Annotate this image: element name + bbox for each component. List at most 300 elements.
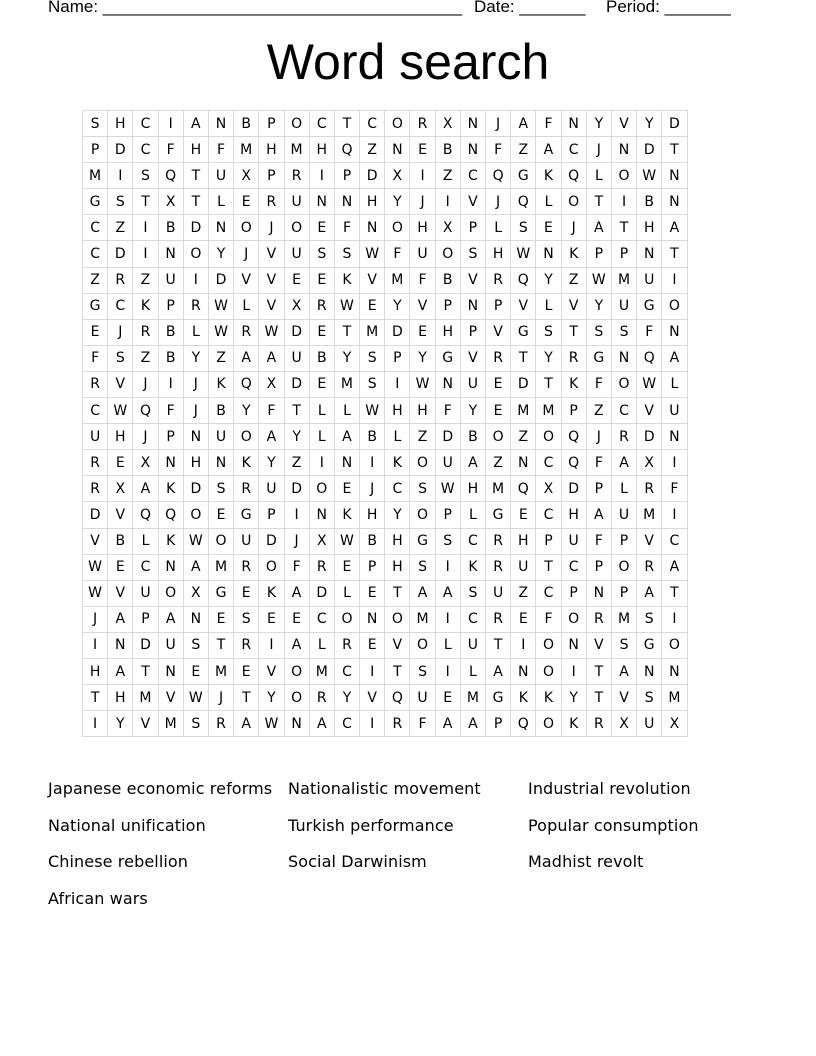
grid-cell[interactable]: Q (486, 163, 511, 189)
grid-cell[interactable]: T (561, 319, 586, 345)
grid-cell[interactable]: P (611, 241, 636, 267)
grid-cell[interactable]: P (435, 502, 460, 528)
grid-cell[interactable]: W (83, 554, 108, 580)
grid-cell[interactable]: O (183, 241, 208, 267)
grid-cell[interactable]: V (611, 685, 636, 711)
grid-cell[interactable]: L (334, 580, 359, 606)
grid-cell[interactable]: L (536, 189, 561, 215)
grid-cell[interactable]: P (259, 111, 284, 137)
grid-cell[interactable]: R (334, 632, 359, 658)
grid-cell[interactable]: N (662, 658, 687, 684)
grid-cell[interactable]: N (662, 319, 687, 345)
grid-cell[interactable]: B (108, 528, 133, 554)
grid-cell[interactable]: K (158, 476, 183, 502)
grid-cell[interactable]: Q (561, 450, 586, 476)
grid-cell[interactable]: V (259, 658, 284, 684)
grid-cell[interactable]: X (385, 163, 410, 189)
grid-cell[interactable]: A (662, 554, 687, 580)
grid-cell[interactable]: M (662, 685, 687, 711)
grid-cell[interactable]: E (360, 580, 385, 606)
grid-cell[interactable]: I (662, 267, 687, 293)
grid-cell[interactable]: R (486, 606, 511, 632)
grid-cell[interactable]: A (284, 580, 309, 606)
grid-cell[interactable]: J (259, 215, 284, 241)
grid-cell[interactable]: C (460, 528, 485, 554)
grid-cell[interactable]: N (460, 137, 485, 163)
grid-cell[interactable]: C (83, 241, 108, 267)
grid-cell[interactable]: F (410, 267, 435, 293)
grid-cell[interactable]: I (511, 632, 536, 658)
grid-cell[interactable]: K (385, 450, 410, 476)
grid-cell[interactable]: G (511, 163, 536, 189)
grid-cell[interactable]: F (385, 241, 410, 267)
grid-cell[interactable]: O (536, 424, 561, 450)
grid-cell[interactable]: L (536, 293, 561, 319)
grid-cell[interactable]: E (234, 580, 259, 606)
grid-cell[interactable]: I (662, 450, 687, 476)
grid-cell[interactable]: A (133, 476, 158, 502)
grid-cell[interactable]: N (561, 111, 586, 137)
grid-cell[interactable]: S (108, 345, 133, 371)
grid-cell[interactable]: E (284, 606, 309, 632)
grid-cell[interactable]: S (637, 606, 662, 632)
grid-cell[interactable]: T (586, 189, 611, 215)
grid-cell[interactable]: U (460, 371, 485, 397)
grid-cell[interactable]: R (259, 189, 284, 215)
grid-cell[interactable]: N (108, 632, 133, 658)
grid-cell[interactable]: H (183, 137, 208, 163)
grid-cell[interactable]: L (133, 528, 158, 554)
grid-cell[interactable]: V (486, 319, 511, 345)
grid-cell[interactable]: H (183, 450, 208, 476)
grid-cell[interactable]: N (511, 450, 536, 476)
grid-cell[interactable]: I (435, 606, 460, 632)
grid-cell[interactable]: H (309, 137, 334, 163)
grid-cell[interactable]: H (561, 502, 586, 528)
grid-cell[interactable]: J (133, 371, 158, 397)
grid-cell[interactable]: M (234, 137, 259, 163)
grid-cell[interactable]: X (108, 476, 133, 502)
grid-cell[interactable]: X (637, 450, 662, 476)
grid-cell[interactable]: Y (284, 424, 309, 450)
grid-cell[interactable]: V (259, 241, 284, 267)
grid-cell[interactable]: I (83, 711, 108, 737)
grid-cell[interactable]: V (586, 632, 611, 658)
grid-cell[interactable]: J (410, 189, 435, 215)
grid-cell[interactable]: U (460, 632, 485, 658)
grid-cell[interactable]: N (662, 424, 687, 450)
grid-cell[interactable]: H (259, 137, 284, 163)
grid-cell[interactable]: J (108, 319, 133, 345)
grid-cell[interactable]: N (158, 241, 183, 267)
grid-cell[interactable]: D (662, 111, 687, 137)
grid-cell[interactable]: Z (511, 424, 536, 450)
grid-cell[interactable]: Q (133, 398, 158, 424)
grid-cell[interactable]: T (334, 319, 359, 345)
grid-cell[interactable]: J (561, 215, 586, 241)
grid-cell[interactable]: G (435, 345, 460, 371)
grid-cell[interactable]: S (108, 189, 133, 215)
grid-cell[interactable]: A (662, 215, 687, 241)
grid-cell[interactable]: T (536, 371, 561, 397)
grid-cell[interactable]: E (486, 398, 511, 424)
grid-cell[interactable]: F (586, 450, 611, 476)
grid-cell[interactable]: O (334, 606, 359, 632)
grid-cell[interactable]: Z (208, 345, 233, 371)
grid-cell[interactable]: N (561, 632, 586, 658)
grid-cell[interactable]: I (158, 371, 183, 397)
grid-cell[interactable]: C (83, 398, 108, 424)
grid-cell[interactable]: C (334, 658, 359, 684)
grid-cell[interactable]: T (536, 554, 561, 580)
grid-cell[interactable]: U (284, 345, 309, 371)
grid-cell[interactable]: X (158, 189, 183, 215)
grid-cell[interactable]: J (486, 189, 511, 215)
grid-cell[interactable]: E (511, 606, 536, 632)
grid-cell[interactable]: E (410, 137, 435, 163)
grid-cell[interactable]: A (435, 580, 460, 606)
grid-cell[interactable]: B (360, 528, 385, 554)
grid-cell[interactable]: F (586, 528, 611, 554)
grid-cell[interactable]: E (183, 658, 208, 684)
grid-cell[interactable]: Y (637, 111, 662, 137)
grid-cell[interactable]: G (83, 293, 108, 319)
grid-cell[interactable]: A (586, 502, 611, 528)
grid-cell[interactable]: R (309, 293, 334, 319)
grid-cell[interactable]: J (234, 241, 259, 267)
grid-cell[interactable]: A (334, 424, 359, 450)
grid-cell[interactable]: I (133, 241, 158, 267)
grid-cell[interactable]: K (536, 163, 561, 189)
grid-cell[interactable]: E (435, 685, 460, 711)
grid-cell[interactable]: O (385, 215, 410, 241)
grid-cell[interactable]: A (611, 658, 636, 684)
grid-cell[interactable]: J (208, 685, 233, 711)
grid-cell[interactable]: Y (234, 398, 259, 424)
grid-cell[interactable]: Y (208, 241, 233, 267)
grid-cell[interactable]: S (637, 685, 662, 711)
grid-cell[interactable]: M (511, 398, 536, 424)
grid-cell[interactable]: O (158, 580, 183, 606)
grid-cell[interactable]: V (511, 293, 536, 319)
grid-cell[interactable]: T (334, 111, 359, 137)
grid-cell[interactable]: P (158, 293, 183, 319)
grid-cell[interactable]: H (360, 502, 385, 528)
grid-cell[interactable]: M (334, 371, 359, 397)
grid-cell[interactable]: W (511, 241, 536, 267)
grid-cell[interactable]: F (536, 111, 561, 137)
grid-cell[interactable]: S (460, 241, 485, 267)
grid-cell[interactable]: O (385, 606, 410, 632)
grid-cell[interactable]: N (536, 241, 561, 267)
grid-cell[interactable]: N (637, 658, 662, 684)
grid-cell[interactable]: N (208, 215, 233, 241)
grid-cell[interactable]: S (611, 319, 636, 345)
grid-cell[interactable]: C (133, 111, 158, 137)
grid-cell[interactable]: A (158, 606, 183, 632)
grid-cell[interactable]: E (309, 215, 334, 241)
grid-cell[interactable]: R (309, 554, 334, 580)
grid-cell[interactable]: K (561, 241, 586, 267)
grid-cell[interactable]: P (561, 398, 586, 424)
grid-cell[interactable]: T (183, 163, 208, 189)
grid-cell[interactable]: O (234, 424, 259, 450)
grid-cell[interactable]: W (183, 528, 208, 554)
grid-cell[interactable]: S (410, 658, 435, 684)
grid-cell[interactable]: V (460, 267, 485, 293)
grid-cell[interactable]: B (360, 424, 385, 450)
grid-cell[interactable]: G (486, 502, 511, 528)
grid-cell[interactable]: W (259, 711, 284, 737)
grid-cell[interactable]: A (108, 658, 133, 684)
grid-cell[interactable]: K (561, 711, 586, 737)
grid-cell[interactable]: M (208, 554, 233, 580)
grid-cell[interactable]: F (259, 398, 284, 424)
grid-cell[interactable]: V (259, 293, 284, 319)
grid-cell[interactable]: O (284, 215, 309, 241)
grid-cell[interactable]: Q (385, 685, 410, 711)
grid-cell[interactable]: H (385, 528, 410, 554)
grid-cell[interactable]: M (284, 137, 309, 163)
grid-cell[interactable]: L (183, 319, 208, 345)
grid-cell[interactable]: P (536, 528, 561, 554)
grid-cell[interactable]: M (637, 502, 662, 528)
grid-cell[interactable]: C (309, 606, 334, 632)
grid-cell[interactable]: V (360, 685, 385, 711)
grid-cell[interactable]: Z (511, 137, 536, 163)
grid-cell[interactable]: C (611, 398, 636, 424)
grid-cell[interactable]: M (385, 267, 410, 293)
grid-cell[interactable]: U (637, 267, 662, 293)
grid-cell[interactable]: Z (133, 267, 158, 293)
grid-cell[interactable]: B (234, 111, 259, 137)
grid-cell[interactable]: X (183, 580, 208, 606)
grid-cell[interactable]: N (586, 580, 611, 606)
grid-cell[interactable]: A (183, 554, 208, 580)
grid-cell[interactable]: S (410, 554, 435, 580)
grid-cell[interactable]: U (435, 450, 460, 476)
grid-cell[interactable]: A (234, 711, 259, 737)
grid-cell[interactable]: E (234, 189, 259, 215)
grid-cell[interactable]: H (385, 554, 410, 580)
grid-cell[interactable]: D (284, 319, 309, 345)
grid-cell[interactable]: I (133, 215, 158, 241)
grid-cell[interactable]: H (435, 319, 460, 345)
grid-cell[interactable]: A (309, 711, 334, 737)
grid-cell[interactable]: I (309, 163, 334, 189)
grid-cell[interactable]: V (385, 632, 410, 658)
grid-cell[interactable]: O (536, 632, 561, 658)
grid-cell[interactable]: Y (561, 685, 586, 711)
grid-cell[interactable]: P (486, 293, 511, 319)
grid-cell[interactable]: N (611, 345, 636, 371)
grid-cell[interactable]: R (611, 424, 636, 450)
grid-cell[interactable]: Z (410, 424, 435, 450)
grid-cell[interactable]: P (259, 163, 284, 189)
grid-cell[interactable]: T (586, 685, 611, 711)
grid-cell[interactable]: I (360, 658, 385, 684)
grid-cell[interactable]: U (561, 528, 586, 554)
grid-cell[interactable]: N (637, 241, 662, 267)
grid-cell[interactable]: R (183, 293, 208, 319)
grid-cell[interactable]: D (284, 476, 309, 502)
grid-cell[interactable]: P (586, 241, 611, 267)
grid-cell[interactable]: Z (133, 345, 158, 371)
grid-cell[interactable]: Q (511, 189, 536, 215)
grid-cell[interactable]: M (83, 163, 108, 189)
grid-cell[interactable]: U (208, 163, 233, 189)
grid-cell[interactable]: U (158, 267, 183, 293)
grid-cell[interactable]: S (360, 345, 385, 371)
grid-cell[interactable]: S (460, 580, 485, 606)
grid-cell[interactable]: B (435, 137, 460, 163)
grid-cell[interactable]: D (108, 241, 133, 267)
grid-cell[interactable]: P (611, 528, 636, 554)
grid-cell[interactable]: A (435, 711, 460, 737)
grid-cell[interactable]: Z (284, 450, 309, 476)
grid-cell[interactable]: I (435, 658, 460, 684)
grid-cell[interactable]: N (183, 606, 208, 632)
grid-cell[interactable]: W (208, 319, 233, 345)
grid-cell[interactable]: L (586, 163, 611, 189)
grid-cell[interactable]: K (460, 554, 485, 580)
grid-cell[interactable]: T (83, 685, 108, 711)
grid-cell[interactable]: U (486, 580, 511, 606)
grid-cell[interactable]: K (561, 371, 586, 397)
grid-cell[interactable]: S (183, 632, 208, 658)
grid-cell[interactable]: X (611, 711, 636, 737)
grid-cell[interactable]: B (208, 398, 233, 424)
grid-cell[interactable]: J (284, 528, 309, 554)
grid-cell[interactable]: R (637, 476, 662, 502)
grid-cell[interactable]: D (183, 476, 208, 502)
grid-cell[interactable]: V (637, 528, 662, 554)
grid-cell[interactable]: R (385, 711, 410, 737)
grid-cell[interactable]: N (158, 658, 183, 684)
grid-cell[interactable]: M (158, 711, 183, 737)
grid-cell[interactable]: U (662, 398, 687, 424)
grid-cell[interactable]: B (158, 345, 183, 371)
grid-cell[interactable]: Q (158, 502, 183, 528)
grid-cell[interactable]: W (435, 476, 460, 502)
grid-cell[interactable]: E (208, 502, 233, 528)
grid-cell[interactable]: I (309, 450, 334, 476)
grid-cell[interactable]: K (511, 685, 536, 711)
grid-cell[interactable]: A (486, 658, 511, 684)
grid-cell[interactable]: S (133, 163, 158, 189)
grid-cell[interactable]: O (561, 606, 586, 632)
grid-cell[interactable]: M (536, 398, 561, 424)
grid-cell[interactable]: C (460, 163, 485, 189)
grid-cell[interactable]: M (208, 658, 233, 684)
grid-cell[interactable]: Q (158, 163, 183, 189)
grid-cell[interactable]: C (561, 554, 586, 580)
grid-cell[interactable]: V (561, 293, 586, 319)
grid-cell[interactable]: Z (561, 267, 586, 293)
grid-cell[interactable]: O (662, 293, 687, 319)
grid-cell[interactable]: O (410, 502, 435, 528)
grid-cell[interactable]: L (662, 371, 687, 397)
grid-cell[interactable]: R (234, 632, 259, 658)
grid-cell[interactable]: O (385, 111, 410, 137)
grid-cell[interactable]: Q (561, 163, 586, 189)
grid-cell[interactable]: P (611, 580, 636, 606)
grid-cell[interactable]: X (259, 371, 284, 397)
grid-cell[interactable]: O (309, 476, 334, 502)
grid-cell[interactable]: O (486, 424, 511, 450)
grid-cell[interactable]: T (662, 137, 687, 163)
grid-cell[interactable]: T (208, 632, 233, 658)
grid-cell[interactable]: Q (511, 267, 536, 293)
grid-cell[interactable]: E (334, 554, 359, 580)
grid-cell[interactable]: V (108, 502, 133, 528)
grid-cell[interactable]: J (586, 424, 611, 450)
grid-cell[interactable]: G (208, 580, 233, 606)
grid-cell[interactable]: V (234, 267, 259, 293)
grid-cell[interactable]: R (410, 111, 435, 137)
grid-cell[interactable]: Z (435, 163, 460, 189)
grid-cell[interactable]: F (83, 345, 108, 371)
grid-cell[interactable]: G (234, 502, 259, 528)
grid-cell[interactable]: I (158, 111, 183, 137)
grid-cell[interactable]: D (208, 267, 233, 293)
grid-cell[interactable]: T (385, 658, 410, 684)
grid-cell[interactable]: J (486, 111, 511, 137)
date-field[interactable]: Date: _______ (474, 0, 586, 16)
grid-cell[interactable]: Q (511, 711, 536, 737)
grid-cell[interactable]: H (410, 398, 435, 424)
grid-cell[interactable]: Z (486, 450, 511, 476)
grid-cell[interactable]: S (586, 319, 611, 345)
grid-cell[interactable]: D (385, 319, 410, 345)
grid-cell[interactable]: E (234, 658, 259, 684)
grid-cell[interactable]: D (511, 371, 536, 397)
grid-cell[interactable]: R (486, 554, 511, 580)
grid-cell[interactable]: I (183, 267, 208, 293)
grid-cell[interactable]: A (410, 580, 435, 606)
grid-cell[interactable]: S (309, 241, 334, 267)
grid-cell[interactable]: S (360, 371, 385, 397)
grid-cell[interactable]: C (360, 111, 385, 137)
grid-cell[interactable]: N (158, 554, 183, 580)
grid-cell[interactable]: O (611, 371, 636, 397)
grid-cell[interactable]: W (334, 528, 359, 554)
grid-cell[interactable]: E (410, 319, 435, 345)
grid-cell[interactable]: P (133, 606, 158, 632)
grid-cell[interactable]: E (511, 502, 536, 528)
grid-cell[interactable]: C (561, 137, 586, 163)
grid-cell[interactable]: H (360, 189, 385, 215)
grid-cell[interactable]: T (486, 632, 511, 658)
grid-cell[interactable]: O (284, 658, 309, 684)
grid-cell[interactable]: I (410, 163, 435, 189)
grid-cell[interactable]: I (83, 632, 108, 658)
grid-cell[interactable]: L (208, 189, 233, 215)
grid-cell[interactable]: R (486, 528, 511, 554)
grid-cell[interactable]: U (511, 554, 536, 580)
grid-cell[interactable]: T (611, 215, 636, 241)
grid-cell[interactable]: C (536, 450, 561, 476)
grid-cell[interactable]: N (284, 711, 309, 737)
grid-cell[interactable]: X (435, 215, 460, 241)
grid-cell[interactable]: H (460, 476, 485, 502)
grid-cell[interactable]: R (586, 711, 611, 737)
grid-cell[interactable]: R (486, 345, 511, 371)
grid-cell[interactable]: R (208, 711, 233, 737)
grid-cell[interactable]: W (410, 371, 435, 397)
grid-cell[interactable]: D (561, 476, 586, 502)
grid-cell[interactable]: V (360, 267, 385, 293)
